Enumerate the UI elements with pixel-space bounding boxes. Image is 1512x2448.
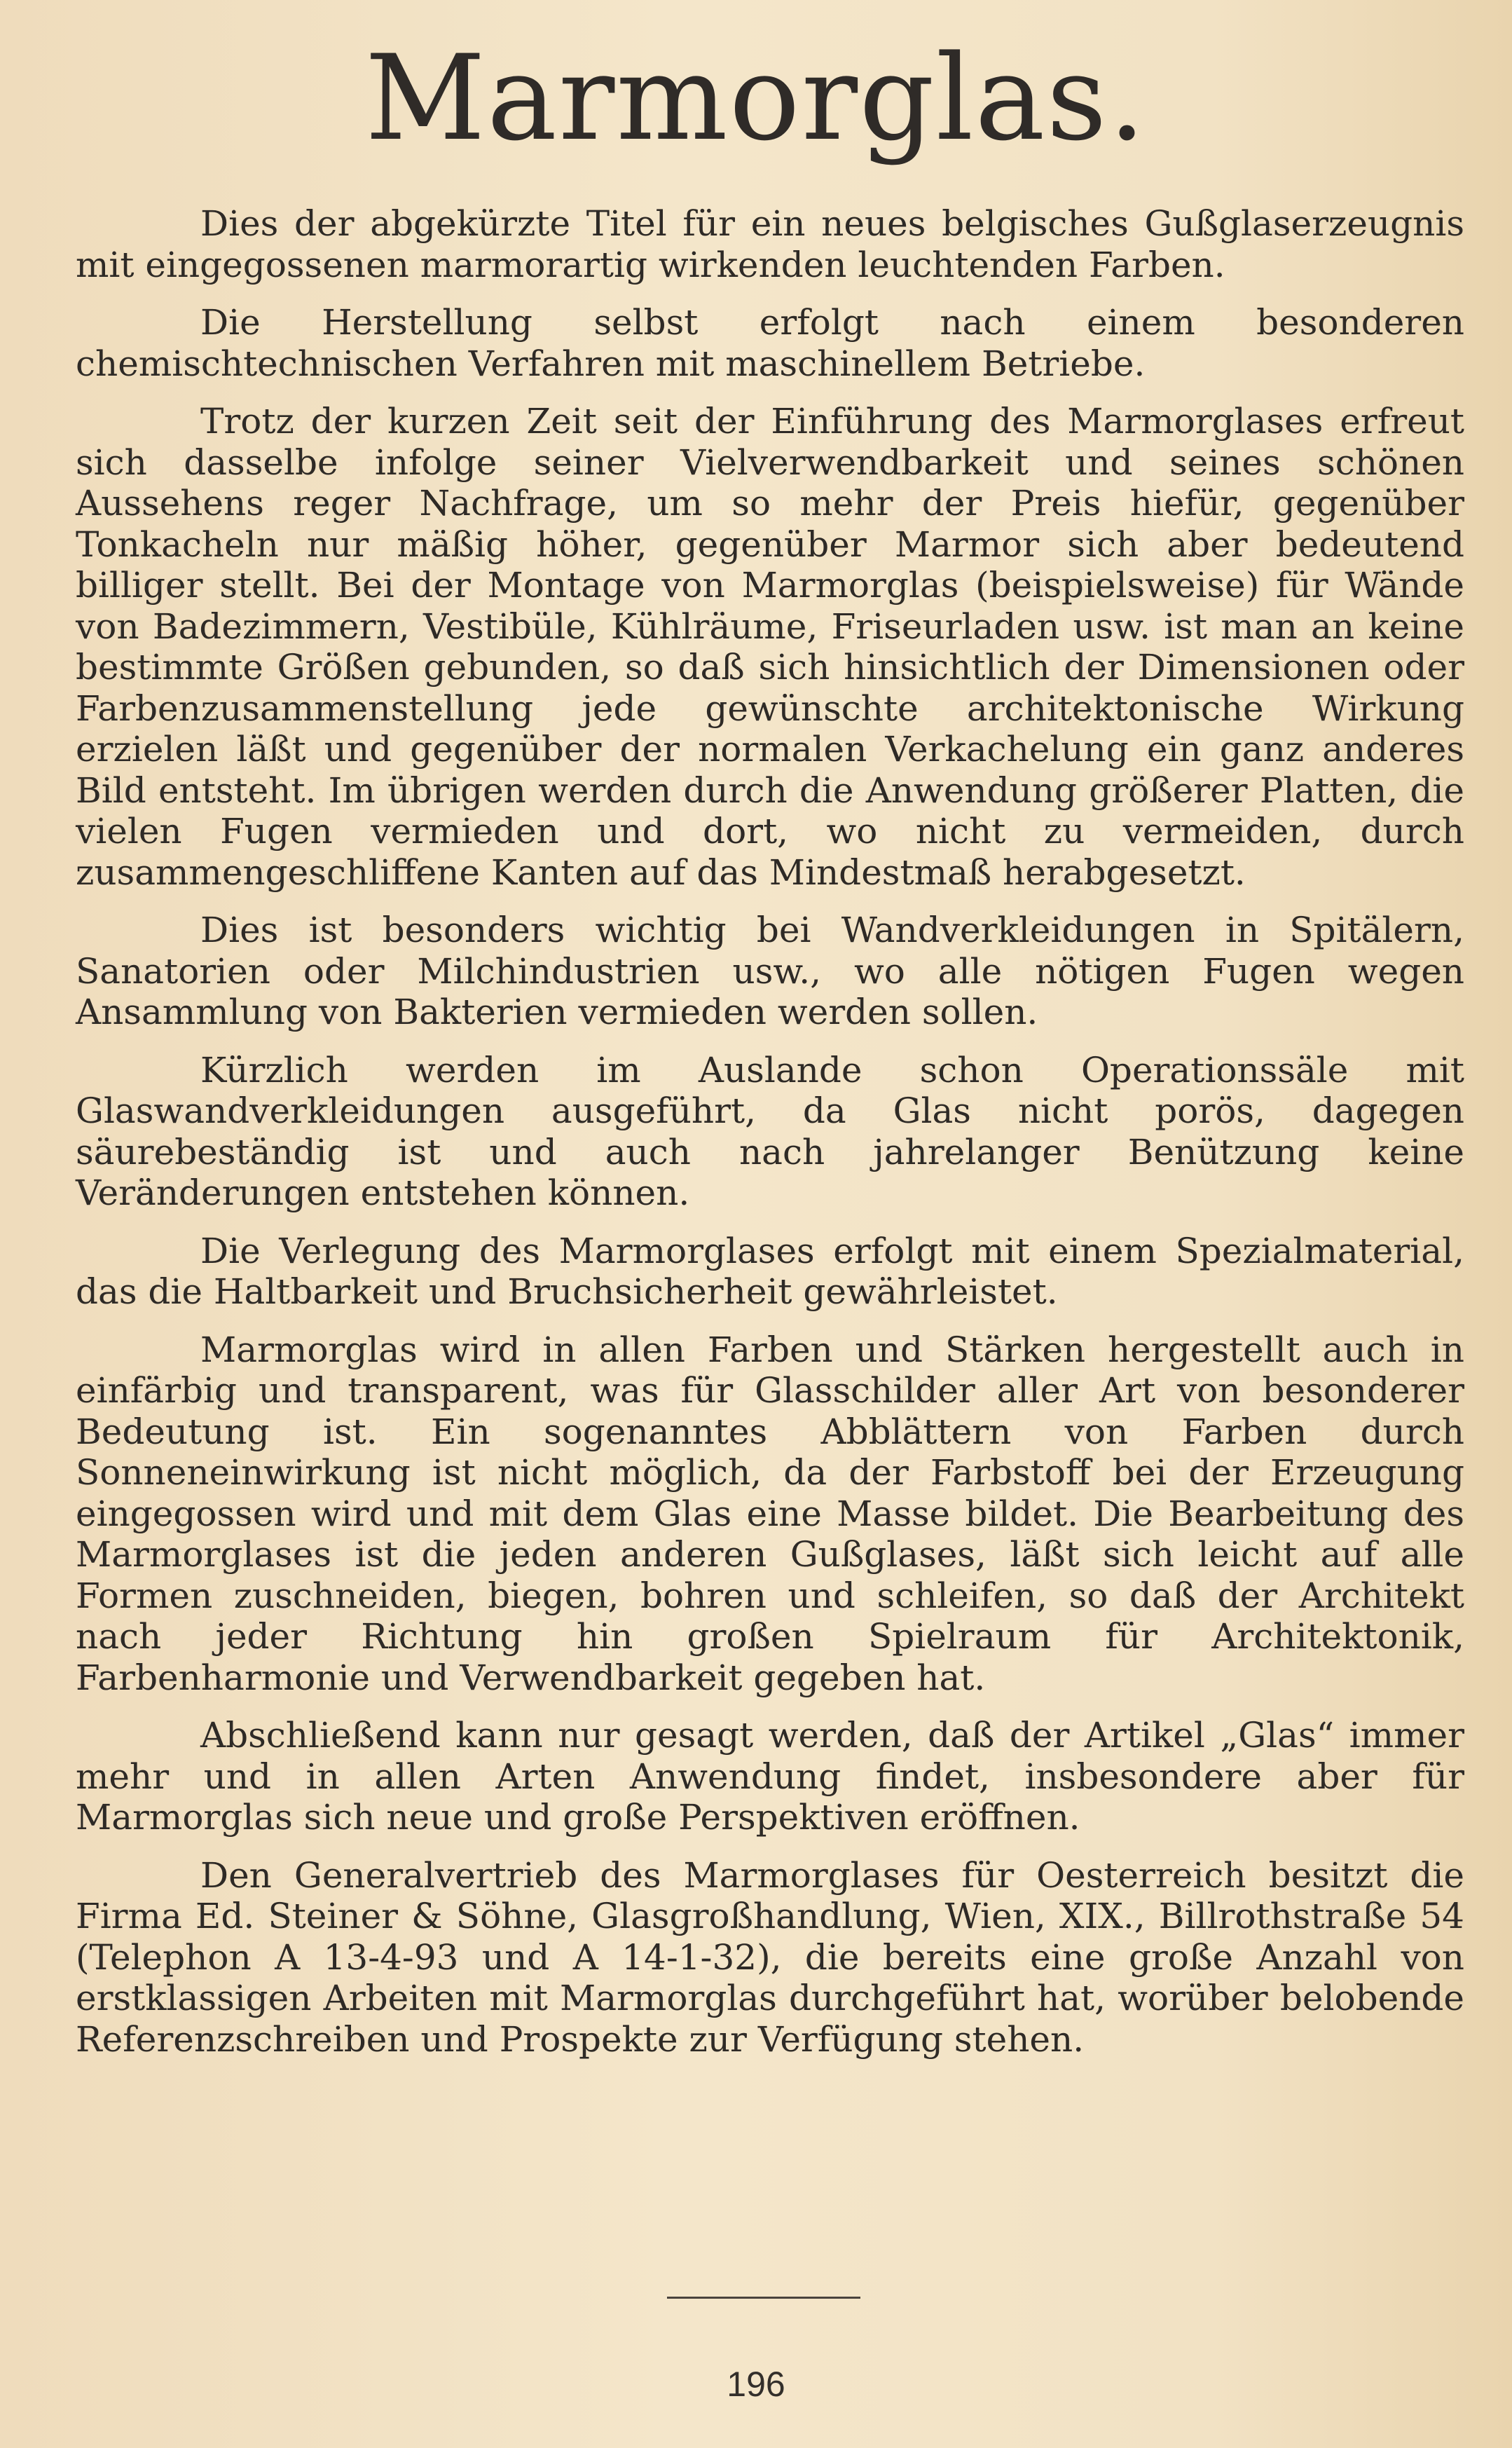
- footer-divider: [667, 2297, 860, 2299]
- paragraph-5: Kürzlich werden im Auslande schon Operationssäle mit Glaswandverkleidungen ausgeführt, da Glas nicht porös, dagegen säurebeständig ist und auch nach jahrelanger Benützung keine Veränderungen entstehen können.: [76, 1049, 1464, 1213]
- page-number: 196: [727, 2365, 785, 2404]
- paragraph-8: Abschließend kann nur gesagt werden, daß der Artikel „Glas“ immer mehr und in allen Arten Anwendung findet, insbesondere aber für Marmorglas sich neue und große Perspektiven eröffnen.: [76, 1715, 1464, 1838]
- paragraph-7: Marmorglas wird in allen Farben und Stärken hergestellt auch in einfärbig und transparent, was für Glasschilder aller Art von besonderer Bedeutung ist. Ein sogenanntes Abblättern von Farben durch Sonneneinwirkung ist nicht möglich, da der Farbstoff bei der Erzeugung eingegossen wird und mit dem Glas eine Masse bildet. Die Bearbeitung des Marmorglases ist die jeden anderen Gußglases, läßt sich leicht auf alle Formen zuschneiden, biegen, bohren und schleifen, so daß der Architekt nach jeder Richtung hin großen Spielraum für Architektonik, Farbenharmonie und Verwendbarkeit gegeben hat.: [76, 1329, 1464, 1698]
- paragraph-6: Die Verlegung des Marmorglases erfolgt mit einem Spezialmaterial, das die Haltbarkeit und Bruchsicherheit gewährleistet.: [76, 1230, 1464, 1312]
- paragraph-1: Dies der abgekürzte Titel für ein neues belgisches Gußglaserzeugnis mit eingegossenen marmorartig wirkenden leuchtenden Farben.: [76, 203, 1464, 285]
- paragraph-3: Trotz der kurzen Zeit seit der Einführung des Marmorglases erfreut sich dasselbe infolge seiner Vielverwendbarkeit und seines schönen Aussehens reger Nachfrage, um so mehr der Preis hiefür, gegenüber Tonkacheln nur mäßig höher, gegenüber Marmor sich aber bedeutend billiger stellt. Bei der Montage von Marmorglas (beispielsweise) für Wände von Badezimmern, Vestibüle, Kühlräume, Friseurladen usw. ist man an keine bestimmte Größen gebunden, so daß sich hinsichtlich der Dimensionen oder Farbenzusammenstellung jede gewünschte architektonische Wirkung erzielen läßt und gegenüber der normalen Verkachelung ein ganz anderes Bild entsteht. Im übrigen werden durch die Anwendung größerer Platten, die vielen Fugen vermieden und dort, wo nicht zu vermeiden, durch zusammengeschliffene Kanten auf das Mindestmaß herabgesetzt.: [76, 401, 1464, 893]
- paragraph-4: Dies ist besonders wichtig bei Wandverkleidungen in Spitälern, Sanatorien oder Milchindustrien usw., wo alle nötigen Fugen wegen Ansammlung von Bakterien vermieden werden sollen.: [76, 910, 1464, 1032]
- paragraph-9: Den Generalvertrieb des Marmorglases für Oesterreich besitzt die Firma Ed. Steiner & Söhne, Glasgroßhandlung, Wien, XIX., Billrothstraße 54 (Telephon A 13-4-93 und A 14-1-32), die bereits eine große Anzahl von erstklassigen Arbeiten mit Marmorglas durchgeführt hat, worüber belobende Referenzschreiben und Prospekte zur Verfügung stehen.: [76, 1854, 1464, 2060]
- article-body: [76, 203, 1464, 2077]
- paragraph-2: Die Herstellung selbst erfolgt nach einem besonderen chemischtechnischen Verfahren mit maschinellem Betriebe.: [76, 302, 1464, 384]
- page-title: Marmorglas.: [364, 29, 1148, 167]
